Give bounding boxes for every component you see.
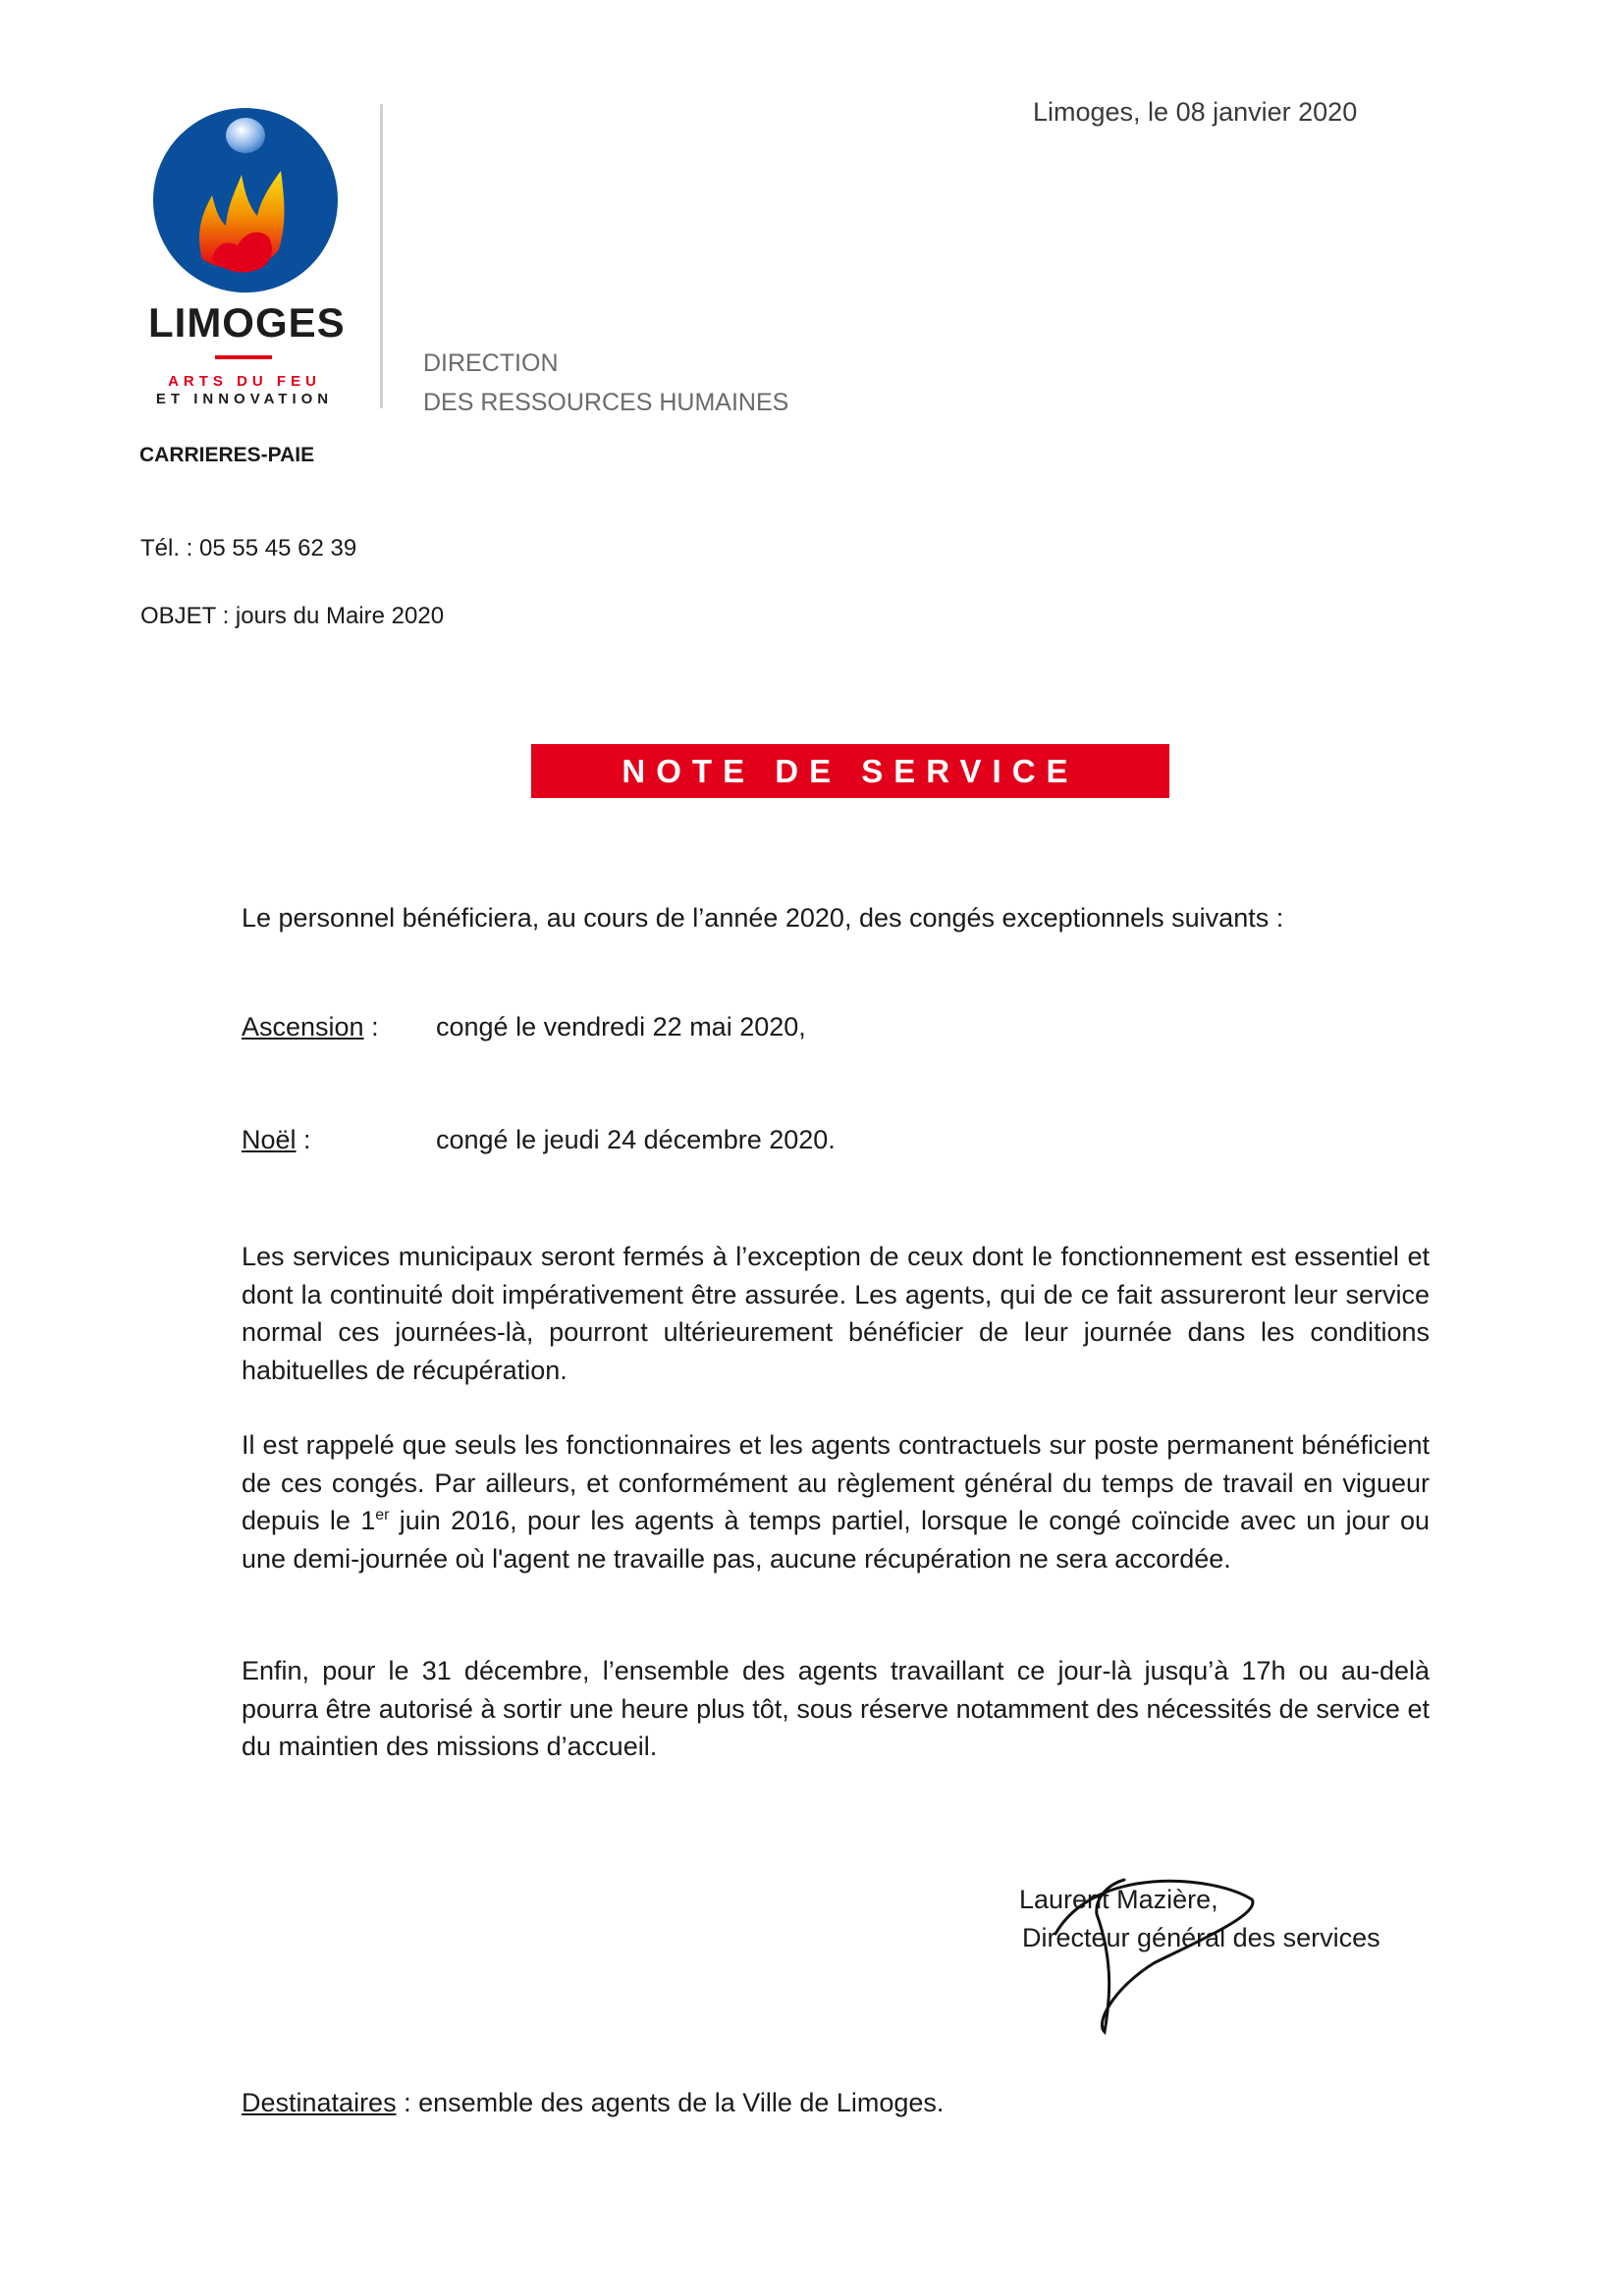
header-divider xyxy=(380,104,383,408)
holiday-row-ascension: Ascension : congé le vendredi 22 mai 2020, xyxy=(242,1012,806,1041)
paragraph-2: Il est rappelé que seuls les fonctionnaires et les agents contractuels sur poste permanent bénéficient de ces congés. Par ailleurs, et conformément au règlement général du temps de travail en vigueur depuis le 1er juin 2016, pour les agents à temps partiel, lorsque le congé coïncide avec un jour ou une demi-journée où l'agent ne travaille pas, aucune récupération ne sera accordée. xyxy=(242,1430,1430,1574)
letter-subject: OBJET : jours du Maire 2020 xyxy=(140,603,445,629)
logo-divider xyxy=(215,355,272,359)
note-de-service-banner: NOTE DE SERVICE xyxy=(531,744,1169,798)
recipients-text: : ensemble des agents de la Ville de Limoges. xyxy=(396,2088,945,2117)
holiday-label: Ascension xyxy=(242,1012,364,1041)
handwritten-signature-icon xyxy=(1036,1855,1262,2042)
logo-subtitle-1: ARTS DU FEU xyxy=(168,373,321,390)
recipients xyxy=(242,2088,944,2118)
telephone: Tél. : 05 55 45 62 39 xyxy=(140,535,357,561)
paragraph-1: Les services municipaux seront fermés à l’exception de ceux dont le fonctionnement est essentiel et dont la continuité doit impérativement être assurée. Les agents, qui de ce fait assureront leur service normal ces journées-là, pourront ultérieurement bénéficier de leur journée dans les conditions habituelles de récupération. xyxy=(242,1242,1430,1385)
service-name: CARRIERES-PAIE xyxy=(139,444,315,466)
intro-text: Le personnel bénéficiera, au cours de l’année 2020, des congés exceptionnels suivants : xyxy=(242,903,1284,933)
direction-line-1: DIRECTION xyxy=(423,349,559,377)
logo-title: LIMOGES xyxy=(148,299,346,346)
holiday-text: congé le vendredi 22 mai 2020, xyxy=(436,1012,806,1041)
holiday-text: congé le jeudi 24 décembre 2020. xyxy=(436,1125,836,1154)
holiday-label: Noël xyxy=(242,1125,297,1154)
paragraph-3: Enfin, pour le 31 décembre, l’ensemble des agents travaillant ce jour-là jusqu’à 17h ou au-delà pourra être autorisé à sortir une heure plus tôt, sous réserve notamment des nécessités de service et du maintien des missions d’accueil. xyxy=(242,1656,1430,1761)
direction-line-2: DES RESSOURCES HUMAINES xyxy=(423,389,789,416)
signatory-title: Directeur général des services xyxy=(1022,1923,1380,1952)
limoges-logo xyxy=(147,102,344,303)
limoges-emblem-icon xyxy=(147,102,344,298)
letter-date: Limoges, le 08 janvier 2020 xyxy=(1033,97,1358,127)
direction-block xyxy=(423,344,788,422)
signatory-name: Laurent Mazière, xyxy=(1019,1885,1218,1914)
recipients-label: Destinataires xyxy=(242,2088,397,2117)
logo-subtitle-2: ET INNOVATION xyxy=(155,391,334,407)
holiday-row-noel: Noël : congé le jeudi 24 décembre 2020. xyxy=(242,1125,836,1154)
